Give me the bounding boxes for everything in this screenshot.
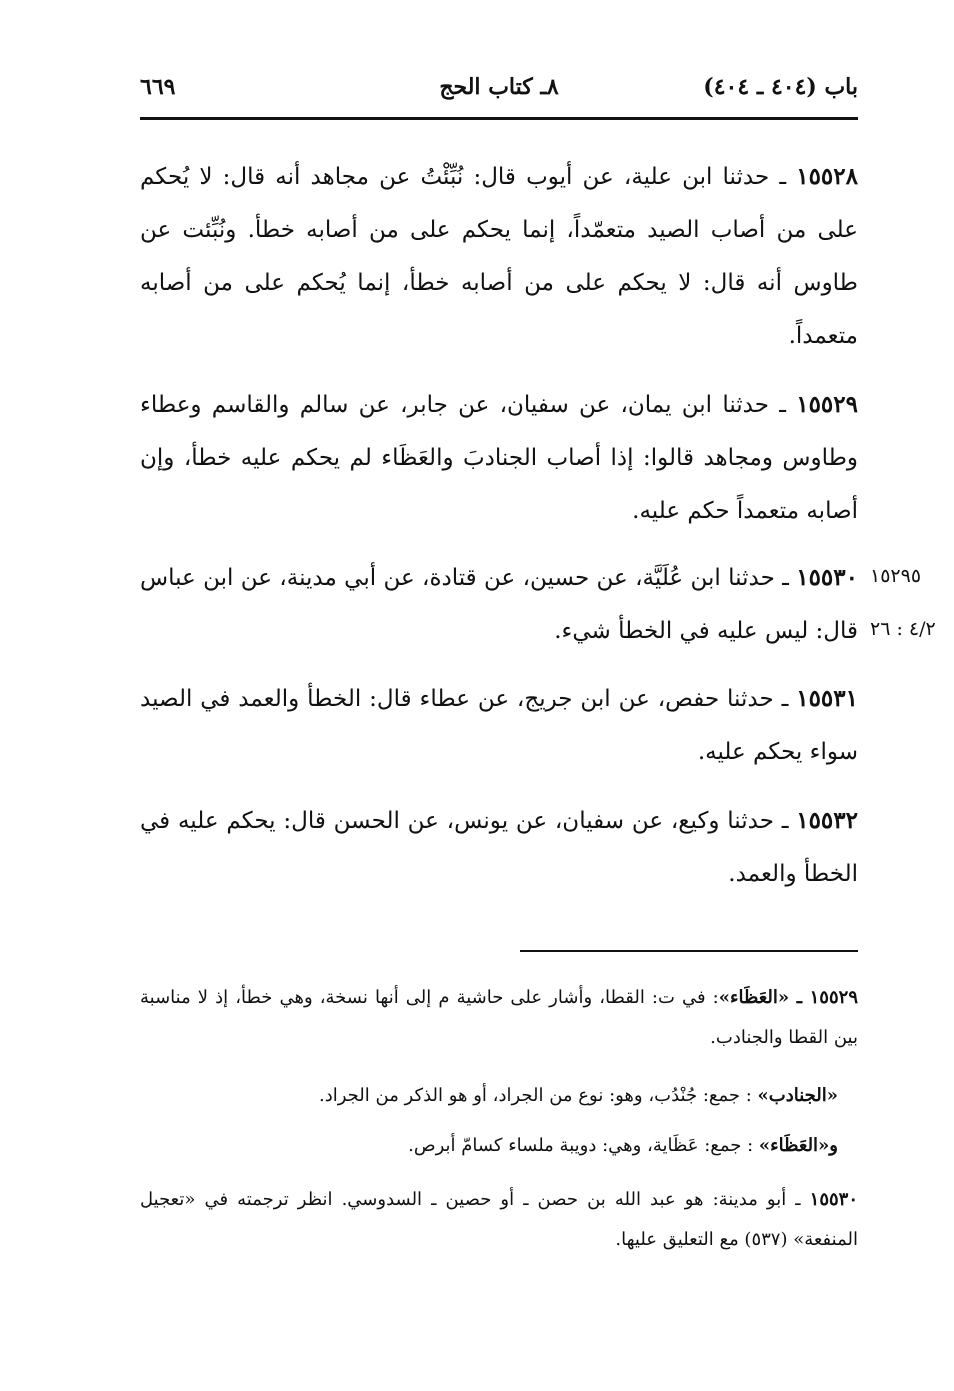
book-title: ٨ـ كتاب الحج: [439, 74, 559, 100]
footnote: [140, 1180, 858, 1260]
hadith-paragraph: [140, 150, 858, 363]
footnote-text: : جمع: جُنْدُب، وهو: نوع من الجراد، أو هو الذكر من الجراد.: [319, 1085, 758, 1106]
header-rule: [140, 117, 858, 120]
hadith-paragraph: [140, 378, 858, 538]
margin-ref-volume: ٤/٢ : ٢٦: [870, 618, 936, 640]
chapter-range: باب (٤٠٤ ـ ٤٠٤): [703, 74, 858, 100]
hadith-number: ١٥٥٣٠: [796, 564, 858, 591]
footnote-lead: «الجنادب»: [757, 1085, 838, 1106]
footnote: [140, 978, 858, 1058]
footnote: [140, 1126, 858, 1166]
margin-ref-number: ١٥٢٩٥: [870, 565, 922, 587]
footnote-lead: ١٥٥٢٩ ـ «العَظَاء»: [718, 987, 858, 1008]
hadith-text: ـ حدثنا وكيع، عن سفيان، عن يونس، عن الحسن قال: يحكم عليه في الخطأ والعمد.: [140, 808, 858, 887]
footnote-lead: ١٥٥٣٠: [809, 1189, 858, 1210]
footnote-text: : في ت: القطا، وأشار على حاشية م إلى أنها نسخة، وهي خطأ، إذ لا مناسبة بين القطا والجنادب.: [140, 987, 858, 1048]
hadith-text: ـ حدثنا حفص، عن ابن جريج، عن عطاء قال: الخطأ والعمد في الصيد سواء يحكم عليه.: [140, 686, 858, 765]
hadith-text: ـ حدثنا ابن يمان، عن سفيان، عن جابر، عن سالم والقاسم وعطاء وطاوس ومجاهد قالوا: إذا أصاب الجنادبَ والعَظَاء لم يحكم عليه خطأ، وإن أصابه متعمداً حكم عليه.: [140, 392, 858, 524]
hadith-paragraph: [140, 672, 858, 779]
hadith-text: ـ حدثنا ابن عُلَيَّة، عن حسين، عن قتادة، عن أبي مدينة، عن ابن عباس قال: ليس عليه في الخطأ شيء.: [140, 565, 858, 644]
hadith-number: ١٥٥٣١: [796, 685, 858, 712]
footnote-lead: و«العَظَاء»: [758, 1135, 838, 1156]
page-number: ٦٦٩: [140, 74, 176, 100]
hadith-text: ـ حدثنا ابن علية، عن أيوب قال: نُبِّئْتُ عن مجاهد أنه قال: لا يُحكم على من أصاب الصيد متعمّداً، إنما يحكم على من أصابه خطأ. ونُبِّئت عن طاوس أنه قال: لا يحكم على من أصابه خطأ، إنما يُحكم على من أصابه متعمداً.: [140, 164, 858, 349]
page-header: [140, 74, 858, 114]
footnote-rule: [520, 950, 858, 952]
hadith-number: ١٥٥٢٩: [796, 391, 858, 418]
hadith-number: ١٥٥٢٨: [796, 163, 858, 190]
hadith-paragraph: [140, 551, 858, 658]
hadith-paragraph: [140, 794, 858, 901]
footnote-text: ـ أبو مدينة: هو عبد الله بن حصن ـ أو حصين ـ السدوسي. انظر ترجمته في «تعجيل المنفعة» (٥٣٧) مع التعليق عليها.: [140, 1189, 858, 1250]
footnote-text: : جمع: عَظَاية، وهي: دويبة ملساء كسامّ أبرص.: [408, 1135, 759, 1156]
footnote: [140, 1076, 858, 1116]
hadith-number: ١٥٥٣٢: [796, 807, 858, 834]
